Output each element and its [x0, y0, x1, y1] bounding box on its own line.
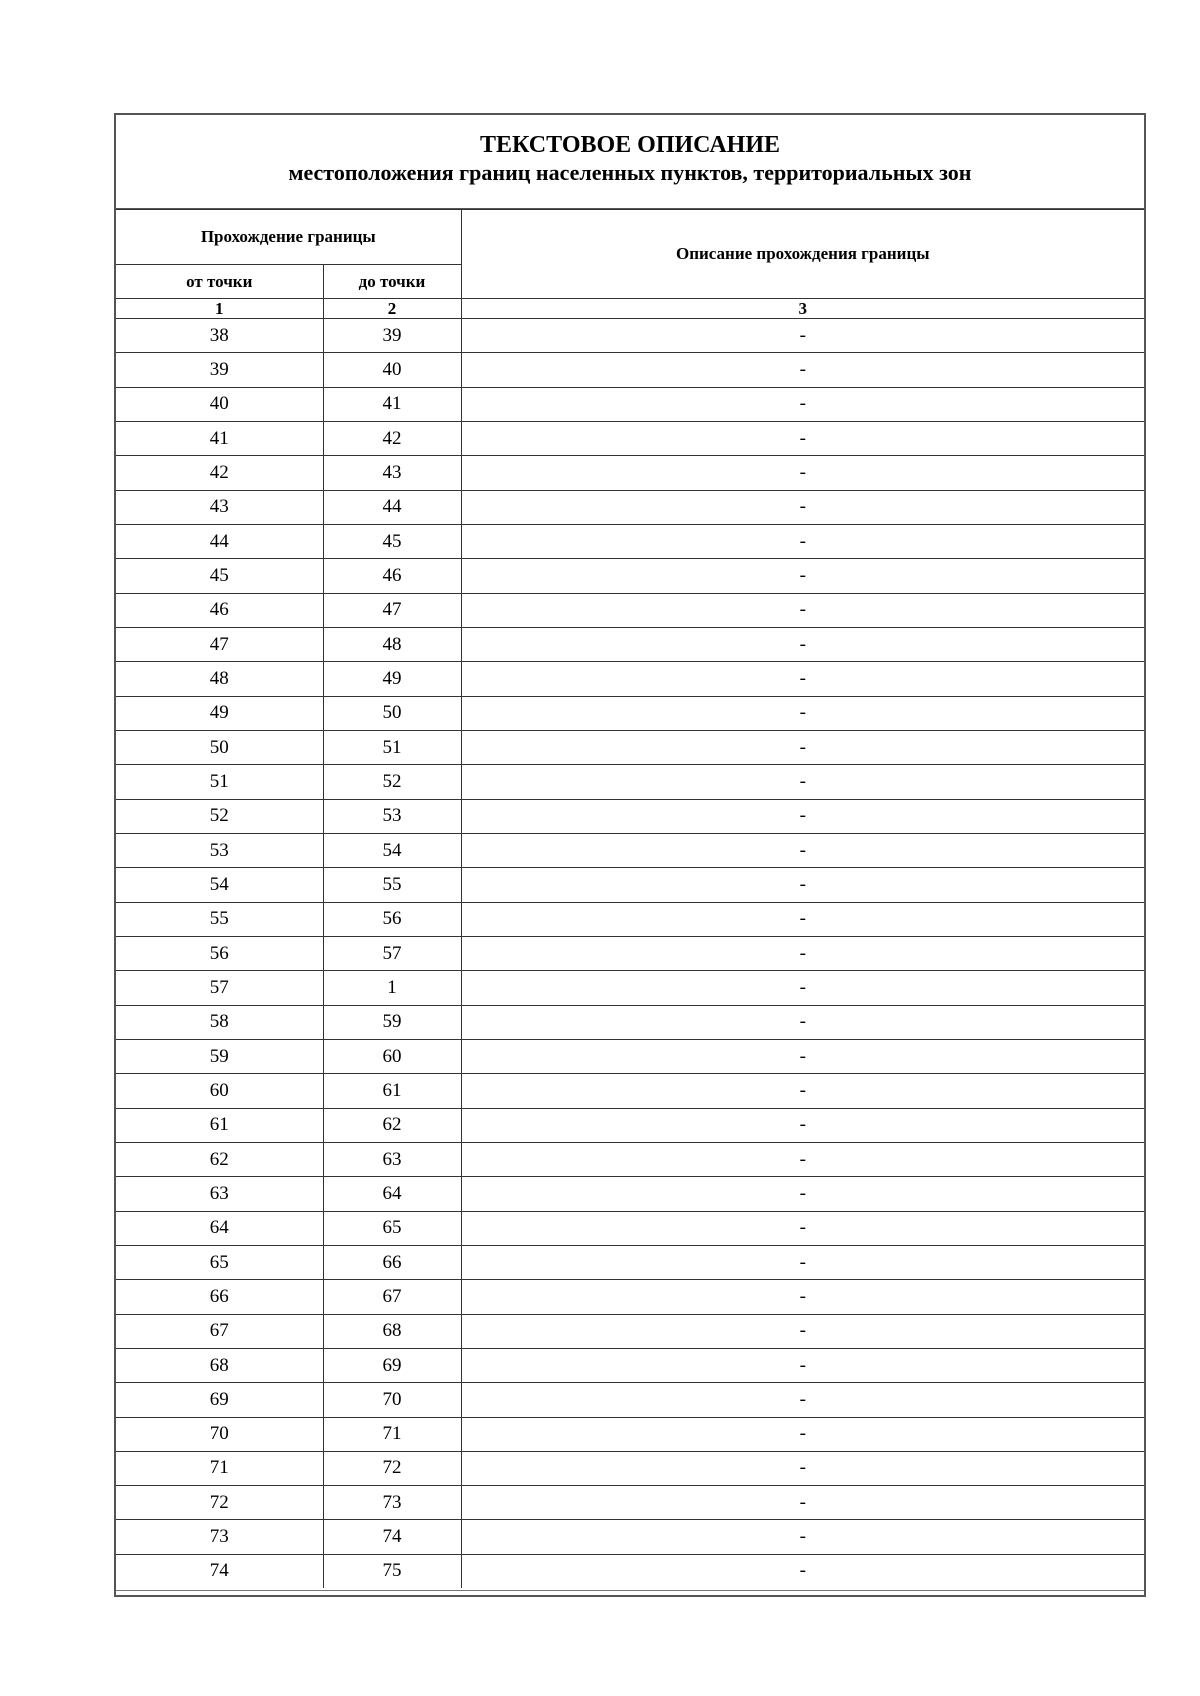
- from-point-cell: 43: [116, 490, 323, 524]
- table-row: [116, 1314, 1144, 1348]
- table-row: [116, 1039, 1144, 1073]
- to-point-cell: 72: [323, 1451, 461, 1485]
- table-row: [116, 1074, 1144, 1108]
- to-point-cell: 53: [323, 799, 461, 833]
- description-cell: -: [461, 902, 1144, 936]
- table-row: [116, 1245, 1144, 1279]
- from-point-cell: 47: [116, 627, 323, 661]
- description-cell: -: [461, 1245, 1144, 1279]
- description-cell: -: [461, 799, 1144, 833]
- to-point-cell: 61: [323, 1074, 461, 1108]
- table-row: [116, 319, 1144, 353]
- description-cell: -: [461, 936, 1144, 970]
- to-point-cell: 49: [323, 662, 461, 696]
- from-point-cell: 55: [116, 902, 323, 936]
- to-point-cell: 68: [323, 1314, 461, 1348]
- to-point-cell: 1: [323, 971, 461, 1005]
- table-row: [116, 1005, 1144, 1039]
- table-body: [116, 319, 1144, 1589]
- table-row: [116, 662, 1144, 696]
- to-point-cell: 51: [323, 730, 461, 764]
- to-point-cell: 74: [323, 1520, 461, 1554]
- description-cell: -: [461, 868, 1144, 902]
- title-block: [116, 115, 1144, 209]
- from-point-cell: 66: [116, 1280, 323, 1314]
- from-point-cell: 38: [116, 319, 323, 353]
- table-row: [116, 1211, 1144, 1245]
- from-point-cell: 72: [116, 1486, 323, 1520]
- to-point-cell: 64: [323, 1177, 461, 1211]
- boundary-table: [116, 209, 1144, 1588]
- description-cell: -: [461, 1348, 1144, 1382]
- from-point-cell: 51: [116, 765, 323, 799]
- table-row: [116, 936, 1144, 970]
- description-cell: -: [461, 662, 1144, 696]
- description-cell: -: [461, 1108, 1144, 1142]
- document-subtitle: местоположения границ населенных пунктов, территориальных зон: [288, 160, 972, 185]
- to-point-cell: 59: [323, 1005, 461, 1039]
- table-row: [116, 1554, 1144, 1588]
- table-row: [116, 353, 1144, 387]
- from-point-cell: 62: [116, 1142, 323, 1176]
- from-point-cell: 65: [116, 1245, 323, 1279]
- description-cell: -: [461, 1142, 1144, 1176]
- description-cell: -: [461, 1520, 1144, 1554]
- table-row: [116, 490, 1144, 524]
- to-point-cell: 73: [323, 1486, 461, 1520]
- from-point-cell: 56: [116, 936, 323, 970]
- from-point-cell: 45: [116, 559, 323, 593]
- to-point-cell: 71: [323, 1417, 461, 1451]
- to-point-cell: 45: [323, 524, 461, 558]
- from-point-cell: 40: [116, 387, 323, 421]
- to-point-cell: 46: [323, 559, 461, 593]
- description-cell: -: [461, 1005, 1144, 1039]
- header-to-point: до точки: [323, 265, 461, 299]
- from-point-cell: 54: [116, 868, 323, 902]
- table-row: [116, 524, 1144, 558]
- from-point-cell: 41: [116, 421, 323, 455]
- to-point-cell: 52: [323, 765, 461, 799]
- description-cell: -: [461, 971, 1144, 1005]
- table-row: [116, 1451, 1144, 1485]
- from-point-cell: 71: [116, 1451, 323, 1485]
- from-point-cell: 58: [116, 1005, 323, 1039]
- description-cell: -: [461, 1383, 1144, 1417]
- from-point-cell: 48: [116, 662, 323, 696]
- description-cell: -: [461, 319, 1144, 353]
- table-row: [116, 1280, 1144, 1314]
- description-cell: -: [461, 730, 1144, 764]
- description-cell: -: [461, 1280, 1144, 1314]
- description-cell: -: [461, 593, 1144, 627]
- table-row: [116, 696, 1144, 730]
- table-row: [116, 421, 1144, 455]
- description-cell: -: [461, 765, 1144, 799]
- to-point-cell: 66: [323, 1245, 461, 1279]
- description-cell: -: [461, 387, 1144, 421]
- bottom-rule: [116, 1590, 1144, 1591]
- to-point-cell: 60: [323, 1039, 461, 1073]
- from-point-cell: 52: [116, 799, 323, 833]
- from-point-cell: 49: [116, 696, 323, 730]
- description-cell: -: [461, 1211, 1144, 1245]
- table-row: [116, 1383, 1144, 1417]
- to-point-cell: 41: [323, 387, 461, 421]
- to-point-cell: 56: [323, 902, 461, 936]
- to-point-cell: 48: [323, 627, 461, 661]
- table-row: [116, 627, 1144, 661]
- header-from-point: от точки: [116, 265, 323, 299]
- header-description: Описание прохождения границы: [461, 210, 1144, 299]
- table-row: [116, 1142, 1144, 1176]
- table-row: [116, 456, 1144, 490]
- from-point-cell: 69: [116, 1383, 323, 1417]
- to-point-cell: 47: [323, 593, 461, 627]
- table-row: [116, 730, 1144, 764]
- description-cell: -: [461, 1451, 1144, 1485]
- table-row: [116, 559, 1144, 593]
- to-point-cell: 42: [323, 421, 461, 455]
- table-row: [116, 833, 1144, 867]
- from-point-cell: 53: [116, 833, 323, 867]
- description-cell: -: [461, 524, 1144, 558]
- to-point-cell: 62: [323, 1108, 461, 1142]
- to-point-cell: 44: [323, 490, 461, 524]
- from-point-cell: 64: [116, 1211, 323, 1245]
- description-cell: -: [461, 1417, 1144, 1451]
- description-cell: -: [461, 1314, 1144, 1348]
- from-point-cell: 60: [116, 1074, 323, 1108]
- description-cell: -: [461, 1554, 1144, 1588]
- document-title: ТЕКСТОВОЕ ОПИСАНИЕ: [479, 132, 780, 158]
- description-cell: -: [461, 353, 1144, 387]
- from-point-cell: 57: [116, 971, 323, 1005]
- header-column-number: 1: [116, 299, 323, 319]
- table-row: [116, 799, 1144, 833]
- from-point-cell: 67: [116, 1314, 323, 1348]
- from-point-cell: 61: [116, 1108, 323, 1142]
- table-row: [116, 868, 1144, 902]
- from-point-cell: 70: [116, 1417, 323, 1451]
- table-row: [116, 971, 1144, 1005]
- from-point-cell: 42: [116, 456, 323, 490]
- from-point-cell: 68: [116, 1348, 323, 1382]
- table-row: [116, 765, 1144, 799]
- description-cell: -: [461, 627, 1144, 661]
- from-point-cell: 59: [116, 1039, 323, 1073]
- description-cell: -: [461, 1486, 1144, 1520]
- table-row: [116, 1486, 1144, 1520]
- document-sheet: [114, 113, 1146, 1597]
- header-column-number: 3: [461, 299, 1144, 319]
- from-point-cell: 39: [116, 353, 323, 387]
- to-point-cell: 70: [323, 1383, 461, 1417]
- table-header: [116, 210, 1144, 319]
- header-column-number: 2: [323, 299, 461, 319]
- to-point-cell: 54: [323, 833, 461, 867]
- table-row: [116, 593, 1144, 627]
- to-point-cell: 63: [323, 1142, 461, 1176]
- to-point-cell: 57: [323, 936, 461, 970]
- description-cell: -: [461, 1039, 1144, 1073]
- header-boundary-passage: Прохождение границы: [116, 210, 461, 265]
- from-point-cell: 74: [116, 1554, 323, 1588]
- to-point-cell: 39: [323, 319, 461, 353]
- to-point-cell: 50: [323, 696, 461, 730]
- from-point-cell: 44: [116, 524, 323, 558]
- table-row: [116, 1520, 1144, 1554]
- table-row: [116, 1108, 1144, 1142]
- description-cell: -: [461, 1177, 1144, 1211]
- from-point-cell: 50: [116, 730, 323, 764]
- table-row: [116, 902, 1144, 936]
- from-point-cell: 46: [116, 593, 323, 627]
- from-point-cell: 63: [116, 1177, 323, 1211]
- to-point-cell: 67: [323, 1280, 461, 1314]
- description-cell: -: [461, 1074, 1144, 1108]
- to-point-cell: 40: [323, 353, 461, 387]
- to-point-cell: 69: [323, 1348, 461, 1382]
- description-cell: -: [461, 421, 1144, 455]
- description-cell: -: [461, 456, 1144, 490]
- to-point-cell: 43: [323, 456, 461, 490]
- to-point-cell: 55: [323, 868, 461, 902]
- from-point-cell: 73: [116, 1520, 323, 1554]
- table-row: [116, 1417, 1144, 1451]
- description-cell: -: [461, 833, 1144, 867]
- description-cell: -: [461, 490, 1144, 524]
- table-row: [116, 1348, 1144, 1382]
- table-row: [116, 1177, 1144, 1211]
- table-row: [116, 387, 1144, 421]
- to-point-cell: 75: [323, 1554, 461, 1588]
- to-point-cell: 65: [323, 1211, 461, 1245]
- description-cell: -: [461, 696, 1144, 730]
- description-cell: -: [461, 559, 1144, 593]
